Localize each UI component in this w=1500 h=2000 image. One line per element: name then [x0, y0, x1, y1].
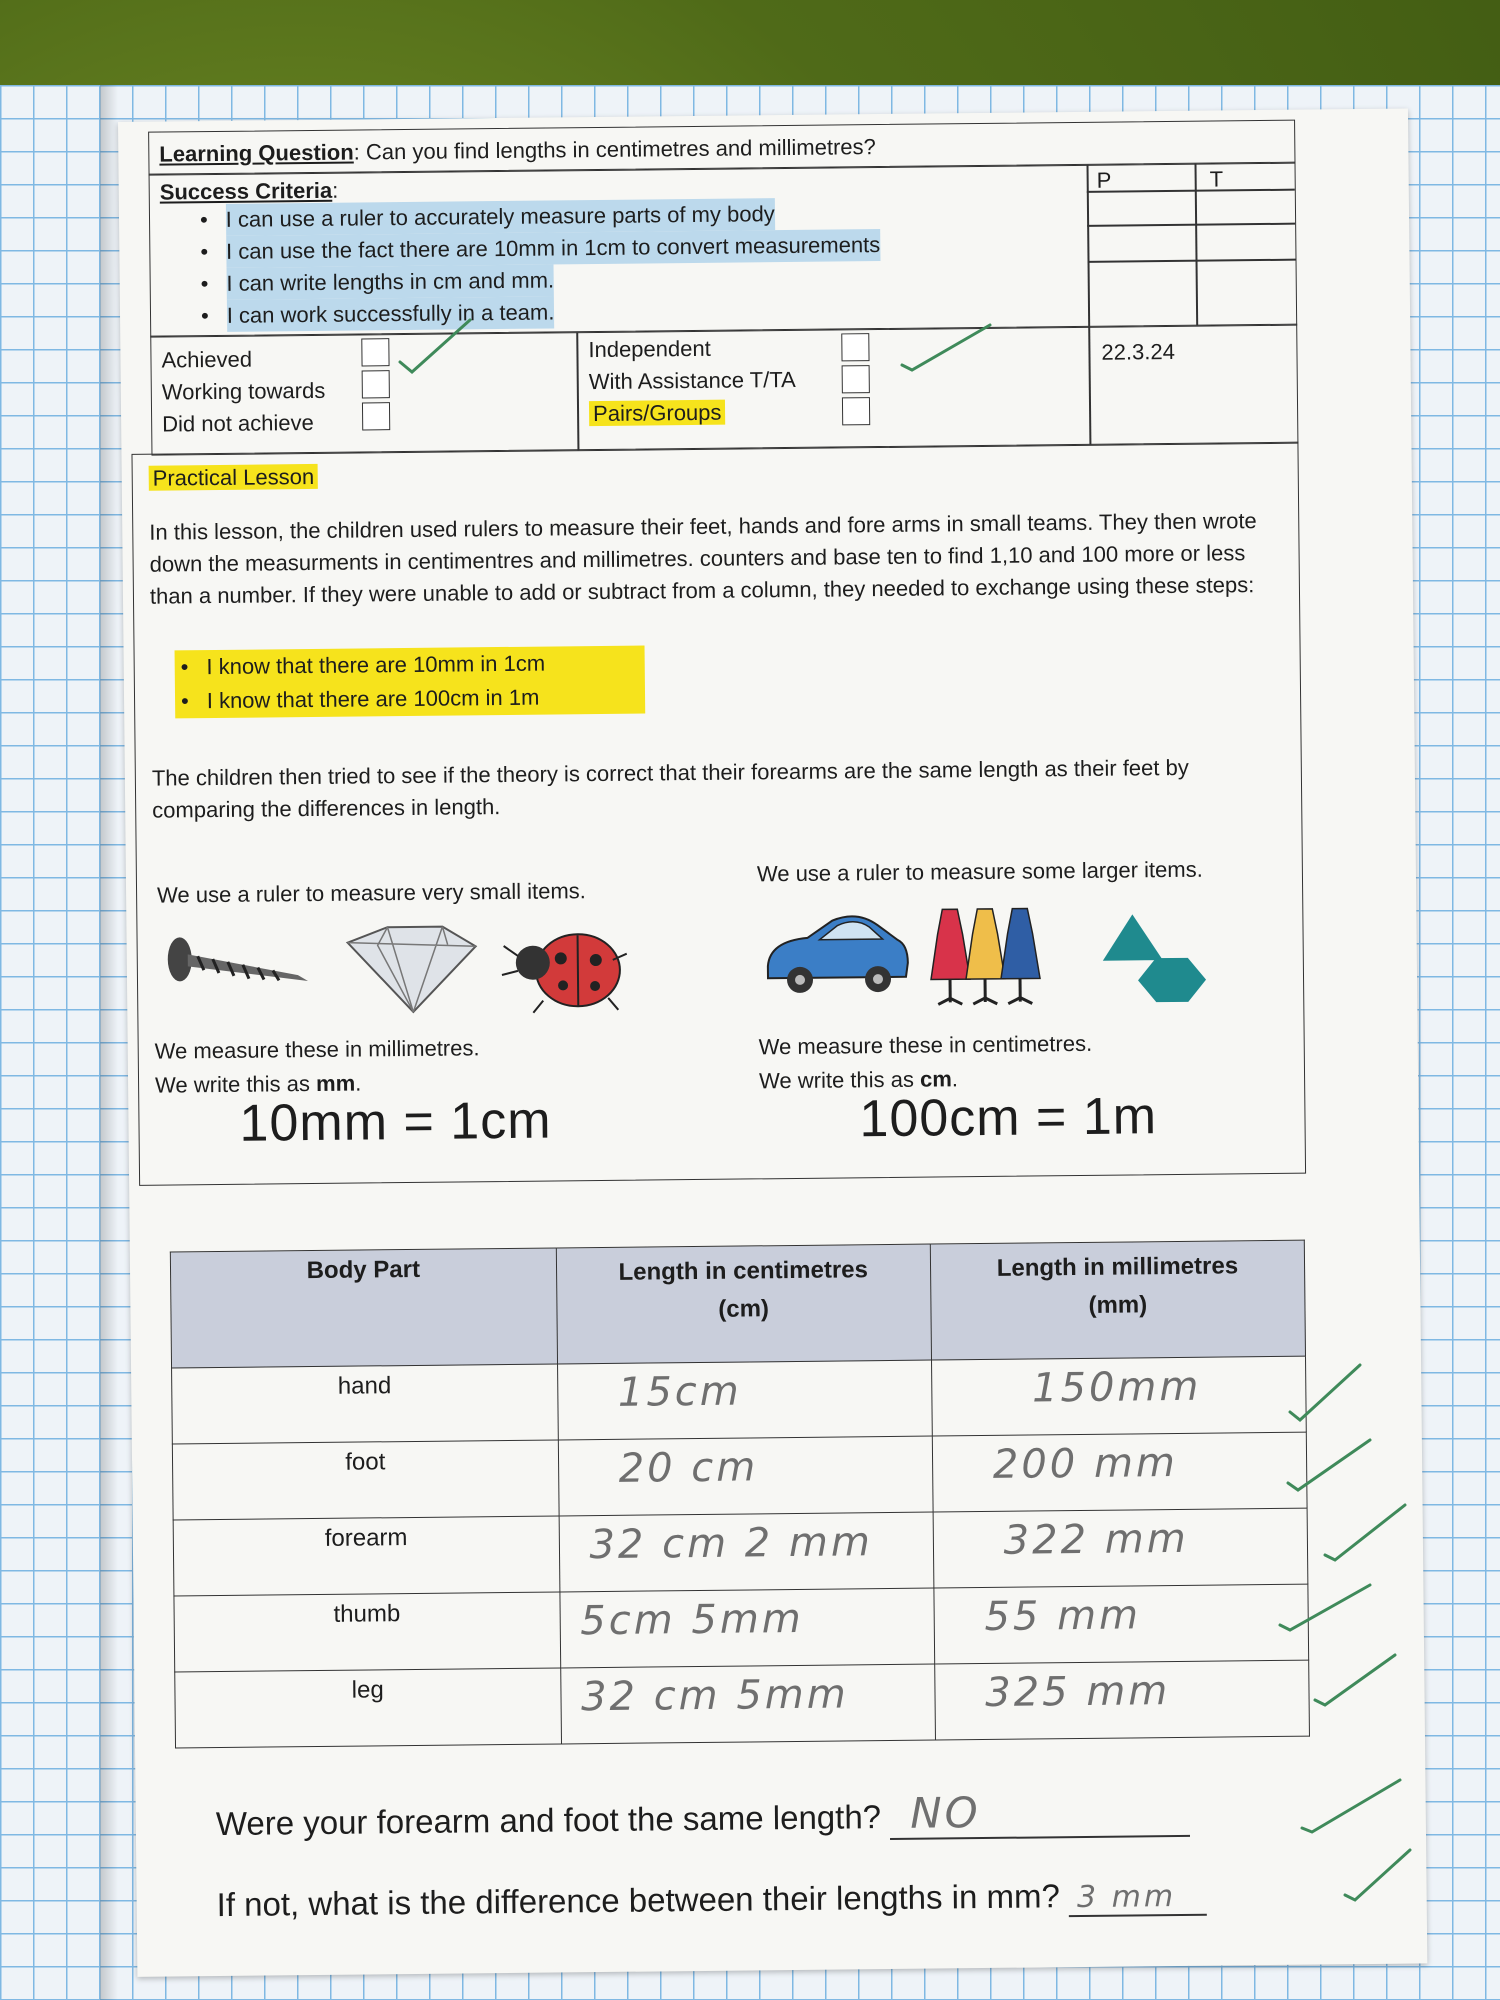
cm-answer: 32 cm 5mm	[560, 1664, 935, 1744]
small-items-heading: We use a ruler to measure very small items.	[156, 878, 586, 908]
lesson-date: 22.3.24	[1101, 338, 1175, 365]
tick-icon	[1280, 1585, 1370, 1630]
working-towards-label: Working towards	[161, 377, 326, 405]
question-2-text: If not, what is the difference between their lengths in mm?	[216, 1877, 1061, 1924]
practical-lesson-tag: Practical Lesson	[149, 464, 319, 491]
lesson-paragraph: In this lesson, the children used rulers to measure their feet, hands and fore arms in small teams. They then wrote down the measurments in centimentres and millimetres. counters and base ten to find 1,10 and 100 more or less than a number. If they were unable to add or subtract from a column, they needed to exchange using these steps:	[149, 508, 1257, 609]
tick-icon	[1302, 1780, 1400, 1832]
cm-answer: 20 cm	[558, 1436, 933, 1516]
body-part-cell: leg	[175, 1668, 561, 1748]
mm-answer: 322 mm	[933, 1508, 1308, 1588]
learning-question-text: : Can you find lengths in centimetres and millimetres?	[353, 134, 876, 165]
success-criteria-label: Success Criteria	[159, 177, 333, 205]
tick-icon	[1345, 1850, 1410, 1900]
large-line2-post: .	[951, 1066, 959, 1092]
tick-icon	[1288, 1440, 1370, 1490]
header-body-part: Body Part	[170, 1248, 557, 1368]
small-line2-pre: We write this as	[154, 1070, 317, 1098]
mm-answer: 150mm	[931, 1356, 1306, 1436]
pairs-groups-label: Pairs/Groups	[589, 400, 726, 426]
tick-icon	[1315, 1655, 1395, 1705]
success-criteria-colon: :	[332, 177, 339, 203]
independent-label: Independent	[588, 335, 711, 363]
mm-answer: 325 mm	[934, 1660, 1309, 1740]
mm-answer: 55 mm	[934, 1584, 1309, 1664]
small-items-line1: We measure these in millimetres.	[154, 1035, 480, 1064]
header-mm: Length in millimetres (mm)	[930, 1240, 1305, 1360]
column-t: T	[1209, 166, 1224, 192]
header-cm: Length in centimetres (cm)	[556, 1244, 931, 1364]
large-line2-unit: cm	[919, 1066, 952, 1092]
criteria-text: • I can work successfully in a team.	[227, 296, 555, 331]
criteria-text: • I can write lengths in cm and mm.	[226, 264, 554, 299]
small-line2-post: .	[355, 1070, 362, 1096]
criteria-text: • I can use a ruler to accurately measure parts of my body	[226, 198, 775, 236]
large-line2-pre: We write this as	[758, 1066, 921, 1094]
step-text: • I know that there are 10mm in 1cm	[206, 650, 546, 680]
tick-icon	[400, 320, 470, 372]
body-part-cell: forearm	[173, 1516, 559, 1596]
large-items-line1: We measure these in centimetres.	[758, 1030, 1093, 1060]
criteria-text: • I can use the fact there are 10mm in 1cm to convert measurements	[226, 229, 881, 268]
body-part-cell: thumb	[174, 1592, 560, 1672]
question-1-answer[interactable]: NO	[890, 1786, 1191, 1840]
cm-equation: 100cm = 1m	[859, 1087, 1158, 1149]
did-not-achieve-label: Did not achieve	[162, 409, 314, 437]
body-part-cell: hand	[172, 1364, 558, 1444]
mm-answer: 200 mm	[932, 1432, 1307, 1512]
cm-answer: 5cm 5mm	[559, 1588, 934, 1668]
tick-icon	[902, 325, 990, 370]
body-part-cell: foot	[172, 1440, 558, 1520]
cm-answer: 15cm	[557, 1360, 932, 1440]
small-line2-unit: mm	[315, 1070, 356, 1096]
question-2-answer[interactable]: 3 mm	[1069, 1879, 1207, 1917]
tick-icon	[1325, 1505, 1405, 1560]
with-assistance-label: With Assistance T/TA	[588, 366, 796, 395]
cm-answer: 32 cm 2 mm	[559, 1512, 934, 1592]
question-1-text: Were your forearm and foot the same length?	[215, 1798, 882, 1843]
column-p: P	[1096, 167, 1112, 193]
mm-equation: 10mm = 1cm	[239, 1091, 552, 1153]
step-text: • I know that there are 100cm in 1m	[206, 684, 540, 714]
learning-question-label: Learning Question	[159, 139, 354, 167]
achieved-label: Achieved	[161, 346, 253, 373]
theory-paragraph: The children then tried to see if the theory is correct that their forearms are the same length as their feet by comparing the differences in length.	[151, 754, 1189, 823]
large-items-heading: We use a ruler to measure some larger items.	[756, 856, 1203, 887]
tick-icon	[1290, 1365, 1360, 1420]
